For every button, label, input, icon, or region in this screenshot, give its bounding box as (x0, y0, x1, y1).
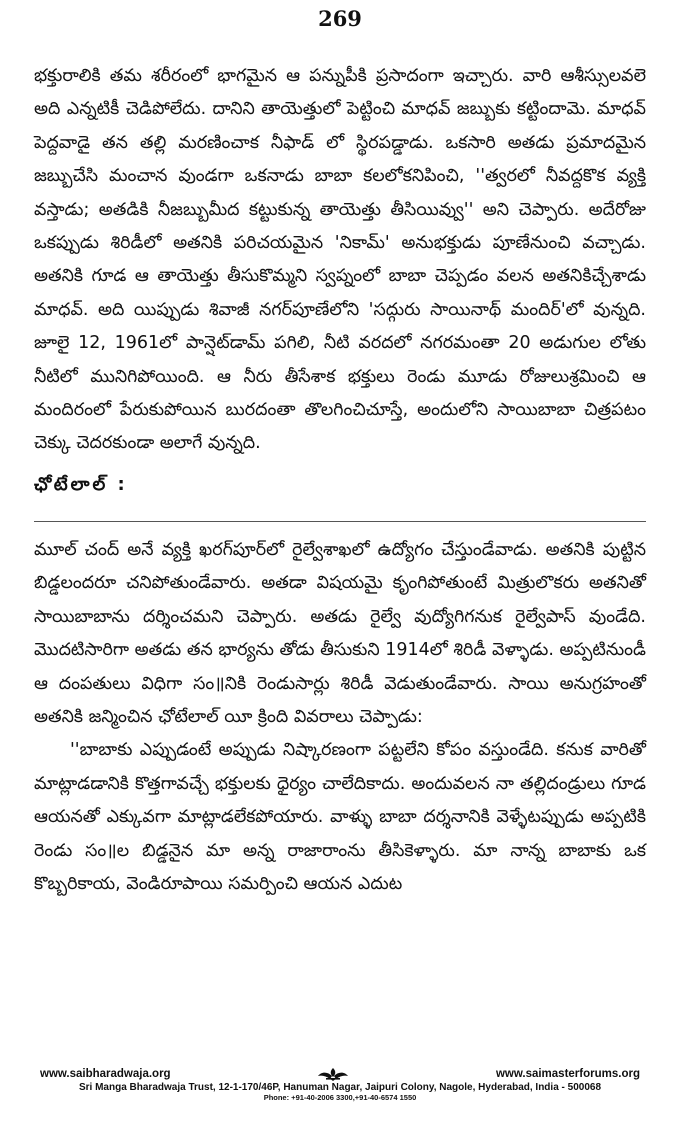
page-footer (40, 1067, 640, 1102)
footer-phone: Phone: +91-40-2006 3300,+91-40-6574 1550 (263, 1093, 417, 1102)
footer-address: Sri Manga Bharadwaja Trust, 12-1-170/46P, Hanuman Nagar, Jaipuri Colony, Nagole, Hyderabad, India - 500068 (78, 1082, 602, 1093)
footer-links-row (40, 1067, 640, 1081)
section-divider (34, 521, 646, 522)
page-content (34, 60, 646, 901)
paragraph-chotelal-quote: ''బాబాకు ఎప్పుడంటే అప్పుడు నిష్కారణంగా పట్టలేని కోపం వస్తుండేది. కనుక వారితో మాట్లాడడానికి కొత్తగావచ్చే భక్తులకు ధైర్యం చాలేదికాదు. అందువలన నా తల్లిదండ్రులు గూడ ఆయనతో ఎక్కువగా మాట్లాడలేకపోయారు. వాళ్ళు బాబా దర్శనానికి వెళ్ళేటప్పుడు అప్పటికి రెండు సం॥ల బిడ్డనైన మా అన్న రాజారాంను తీసికెళ్ళారు. మా నాన్న బాబాకు ఒక కొబ్బరికాయ, వెండిరూపాయి సమర్పించి ఆయన ఎదుట (34, 740, 646, 894)
paragraph-moolchand: మూల్ చంద్ అనే వ్యక్తి ఖరగ్‌పూర్‌లో రైల్వేశాఖలో ఉద్యోగం చేస్తుండేవాడు. అతనికి పుట్టిన బిడ్డలందరూ చనిపోతుండేవారు. అతడా విషయమై కృంగిపోతుంటే మిత్రులొకరు అతనితో సాయిబాబాను దర్శించమని చెప్పారు. అతడు రైల్వే వుద్యోగిగనుక రైల్వేపాస్ వుండేది. మొదటిసారిగా అతడు తన భార్యను తోడు తీసుకుని 1914లో శిరిడీ వెళ్ళాడు. అప్పటినుండీ ఆ దంపతులు విధిగా సం॥నికి రెండుసార్లు శిరిడీ వెడుతుండేవారు. సాయి అనుగ్రహంతో అతనికి జన్మించిన ఛోటేలాల్ యీ క్రింది వివరాలు చెప్పాడు: (34, 539, 646, 727)
footer-left-url[interactable]: www.saibharadwaja.org (40, 1068, 171, 1080)
footer-right-url[interactable]: www.saimasterforums.org (495, 1068, 640, 1080)
section-heading: ఛోటేలాల్ : (34, 473, 128, 495)
paragraph-madhav-story: భక్తురాలికి తమ శరీరంలో భాగమైన ఆ పన్నుపీకి ప్రసాదంగా ఇచ్చారు. వారి ఆశీస్సులవలె అది ఎన్నటికీ చెడిపోలేదు. దానిని తాయెత్తులో పెట్టించి మాధవ్ జబ్బుకు కట్టిందామె. మాధవ్ పెద్దవాడై తన తల్లి మరణించాక నీఫాడ్ లో స్థిరపడ్డాడు. ఒకసారి అతడు ప్రమాదమైన జబ్బుచేసి మంచాన వుండగా ఒకనాడు బాబా కలలోకనిపించి, ''త్వరలో నీవద్దకొక వ్యక్తి వస్తాడు; అతడికి నీజబ్బుమీద కట్టుకున్న తాయెత్తు తీసియివ్వు'' అని చెప్పారు. అదేరోజు ఒకప్పుడు శిరిడీలో అతనికి పరిచయమైన 'నికామ్' అనుభక్తుడు పూణేనుంచి వచ్చాడు. అతనికి గూడ ఆ తాయెత్తు తీసుకొమ్మని స్వప్నంలో బాబా చెప్పడం వలన అతనికిచ్చేశాడు మాధవ్. అది యిప్పుడు శివాజీ నగర్‌పూణేలోని 'సద్గురు సాయినాథ్ మందిర్'లో వున్నది. జూలై 12, 1961లో పాన్షెట్‌డామ్ పగిలి, నీటి వరదలో నగరమంతా 20 అడుగుల లోతు నీటిలో మునిగిపోయింది. ఆ నీరు తీసేశాక భక్తులు రెండు మూడు రోజులుశ్రమించి ఆ మందిరంలో పేరుకుపోయిన బురదంతా తొలగించిచూస్తే, అందులోని సాయిబాబా చిత్రపటం చెక్కు చెదరకుండా అలాగే వున్నది. (34, 66, 646, 454)
page-number: 269 (318, 6, 362, 31)
fleur-emblem-icon (313, 1067, 353, 1081)
